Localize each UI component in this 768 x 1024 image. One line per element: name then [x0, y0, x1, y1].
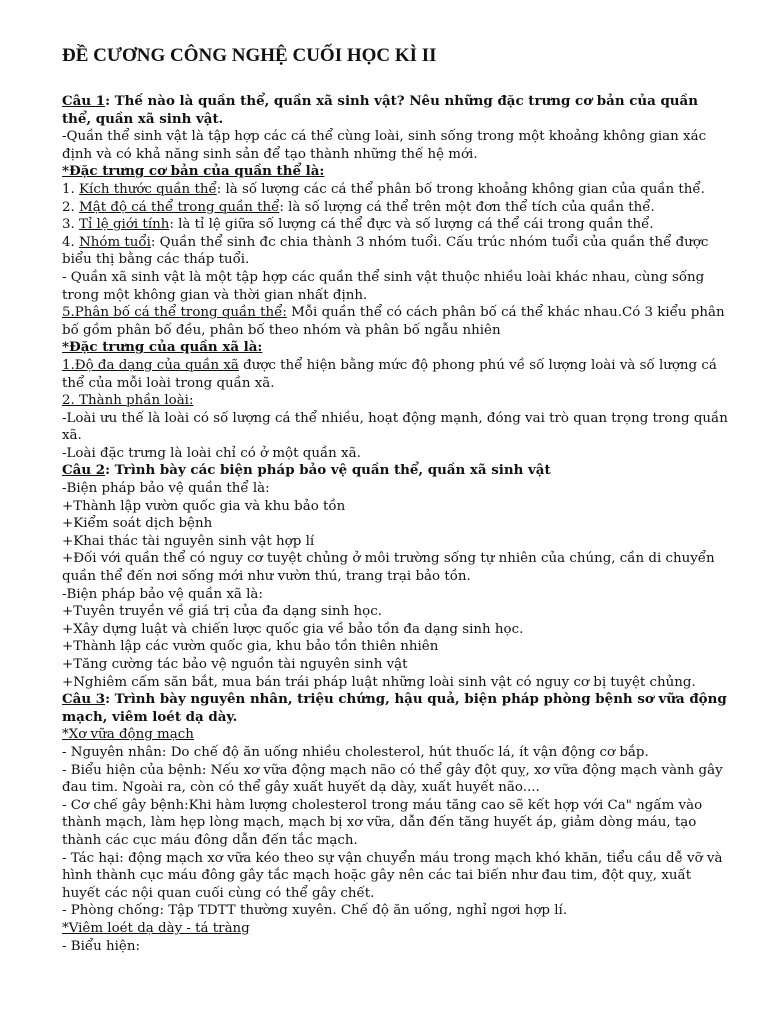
list-item: +Kiểm soát dịch bệnh — [62, 516, 213, 532]
question-3-label: Câu 3 — [62, 691, 106, 708]
trait-4-term: Nhóm tuổi — [79, 234, 151, 250]
trait-2-text: : là số lượng cá thể trên một đơn thể tích của quần thể. — [279, 199, 655, 215]
atherosclerosis-heading: *Xơ vữa động mạch — [62, 727, 194, 743]
community-trait-1 — [62, 357, 728, 392]
trait-3-number: 3. — [62, 217, 80, 233]
trait-2-number: 2. — [62, 199, 80, 215]
trait-5 — [62, 304, 728, 339]
list-item: - Phòng chống: Tập TDTT thường xuyên. Chế độ ăn uống, nghỉ ngơi hợp lí. — [62, 903, 568, 919]
trait-4-text: : Quần thể sinh đc chia thành 3 nhóm tuổi. Cấu trúc nhóm tuổi của quần thể được biểu thị bằng các tháp tuổi. — [62, 234, 709, 268]
question-1-text: : Thế nào là quần thể, quần xã sinh vật? Nêu những đặc trưng cơ bản của quần thể, quần xã sinh vật. — [62, 93, 698, 127]
trait-3-text: : là tỉ lệ giữa số lượng cá thể đực và số lượng cá thể cái trong quần thể. — [169, 217, 654, 233]
population-definition: -Quần thể sinh vật là tập hợp các cá thể cùng loài, sinh sống trong một khoảng không gian xác định và có khả năng sinh sản để tạo thành những thế hệ mới. — [62, 129, 707, 162]
list-item: - Tác hại: động mạch xơ vữa kéo theo sự vận chuyển máu trong mạch khó khăn, tiểu cầu dễ vỡ và hình thành cục máu đông gây tắc mạch hoặc gây nên các tai biến như đau tim, đột quỵ, xuất huyết các nội quan cuối cùng có thể gây chết. — [62, 850, 723, 901]
trait-4-number: 4. — [62, 234, 80, 250]
question-3 — [62, 691, 728, 726]
list-item: +Xây dựng luật và chiến lược quốc gia về bảo tồn đa dạng sinh học. — [62, 621, 524, 637]
list-item: +Khai thác tài nguyên sinh vật hợp lí — [62, 533, 315, 549]
list-item: -Biện pháp bảo vệ quần thể là: — [62, 481, 270, 497]
list-item: - Biểu hiện: — [62, 938, 140, 954]
trait-4 — [62, 234, 728, 269]
list-item: +Tuyên truyền về giá trị của đa dạng sinh học. — [62, 604, 382, 620]
list-item: - Biểu hiện của bệnh: Nếu xơ vữa động mạch não có thể gây đột quỵ, xơ vữa động mạch vành gây đau tim. Ngoài ra, còn có thể gây xuất huyết dạ dày, xuất huyết não.... — [62, 762, 723, 796]
question-3-text: : Trình bày nguyên nhân, triệu chứng, hậu quả, biện pháp phòng bệnh sơ vữa động mạch, viêm loét dạ dày. — [62, 691, 727, 725]
question-1 — [62, 93, 728, 128]
population-traits-heading: *Đặc trưng cơ bản của quần thể là: — [62, 163, 325, 180]
question-2-label: Câu 2 — [62, 462, 106, 479]
question-2 — [62, 462, 728, 480]
trait-1-term: Kích thước quần thể — [79, 181, 217, 197]
list-item: +Thành lập các vườn quốc gia, khu bảo tồn thiên nhiên — [62, 639, 439, 655]
trait-2 — [62, 199, 728, 217]
community-definition: - Quần xã sinh vật là một tập hợp các quần thể sinh vật thuộc nhiều loài khác nhau, cùng sống trong một không gian và thời gian nhất định. — [62, 269, 705, 303]
list-item: -Biện pháp bảo vệ quần xã là: — [62, 586, 263, 602]
trait-1-number: 1. — [62, 181, 80, 197]
community-trait-1-text: được thể hiện bằng mức độ phong phú về số lượng loài và số lượng cá thể của mỗi loài trong quần xã. — [62, 357, 717, 391]
characteristic-species: -Loài đặc trưng là loài chỉ có ở một quần xã. — [62, 445, 361, 461]
community-traits-heading: *Đặc trưng của quần xã là: — [62, 339, 263, 356]
community-trait-2-term: 2. Thành phần loài: — [62, 393, 194, 409]
list-item: +Nghiêm cấm săn bắt, mua bán trái pháp luật những loài sinh vật có nguy cơ bị tuyệt chủng. — [62, 674, 696, 690]
ulcer-heading: *Viêm loét dạ dày - tá tràng — [62, 920, 250, 936]
list-item: - Nguyên nhân: Do chế độ ăn uống nhiều cholesterol, hút thuốc lá, ít vận động cơ bắp. — [62, 744, 649, 760]
document-title: ĐỀ CƯƠNG CÔNG NGHỆ CUỐI HỌC KÌ II — [62, 45, 437, 66]
question-2-text: : Trình bày các biện pháp bảo vệ quần thể, quần xã sinh vật — [105, 462, 551, 479]
question-1-label: Câu 1 — [62, 93, 106, 109]
trait-1-text: : là số lượng các cá thể phân bố trong khoảng không gian của quần thể. — [216, 181, 705, 197]
trait-1 — [62, 181, 728, 199]
trait-3-term: Tỉ lệ giới tính — [79, 217, 170, 233]
list-item: +Tăng cường tác bảo vệ nguồn tài nguyên sinh vật — [62, 657, 408, 672]
dominant-species: -Loài ưu thế là loài có số lượng cá thể nhiều, hoạt động mạnh, đóng vai trò quan trọng trong quần xã. — [62, 410, 728, 444]
list-item: +Đối với quần thể có nguy cơ tuyệt chủng ở môi trường sống tự nhiên của chúng, cần di chuyển quần thể đến nơi sống mới như vườn thú, trang trại bảo tồn. — [62, 551, 715, 585]
community-trait-1-term: 1.Độ đa dạng của quần xã — [62, 357, 239, 373]
trait-2-term: Mật độ cá thể trong quần thể — [79, 199, 280, 215]
trait-5-text: Mỗi quần thể có cách phân bố cá thể khác nhau.Có 3 kiểu phân bố gồm phân bố đều, phân bố theo nhóm và phân bố ngẫu nhiên — [62, 305, 725, 338]
trait-5-term: 5.Phân bố cá thể trong quần thể: — [62, 305, 287, 321]
list-item: +Thành lập vườn quốc gia và khu bảo tồn — [62, 498, 346, 514]
trait-3 — [62, 216, 728, 234]
list-item: - Cơ chế gây bệnh:Khi hàm lượng cholesterol trong máu tăng cao sẽ kết hợp với Ca" ngấm vào thành mạch, làm hẹp lòng mạch, mạch bị xơ vữa, dẫn đến tăng huyết áp, giảm dòng máu, tạo thành các cục máu đông dẫn đến tắc mạch. — [62, 797, 703, 848]
